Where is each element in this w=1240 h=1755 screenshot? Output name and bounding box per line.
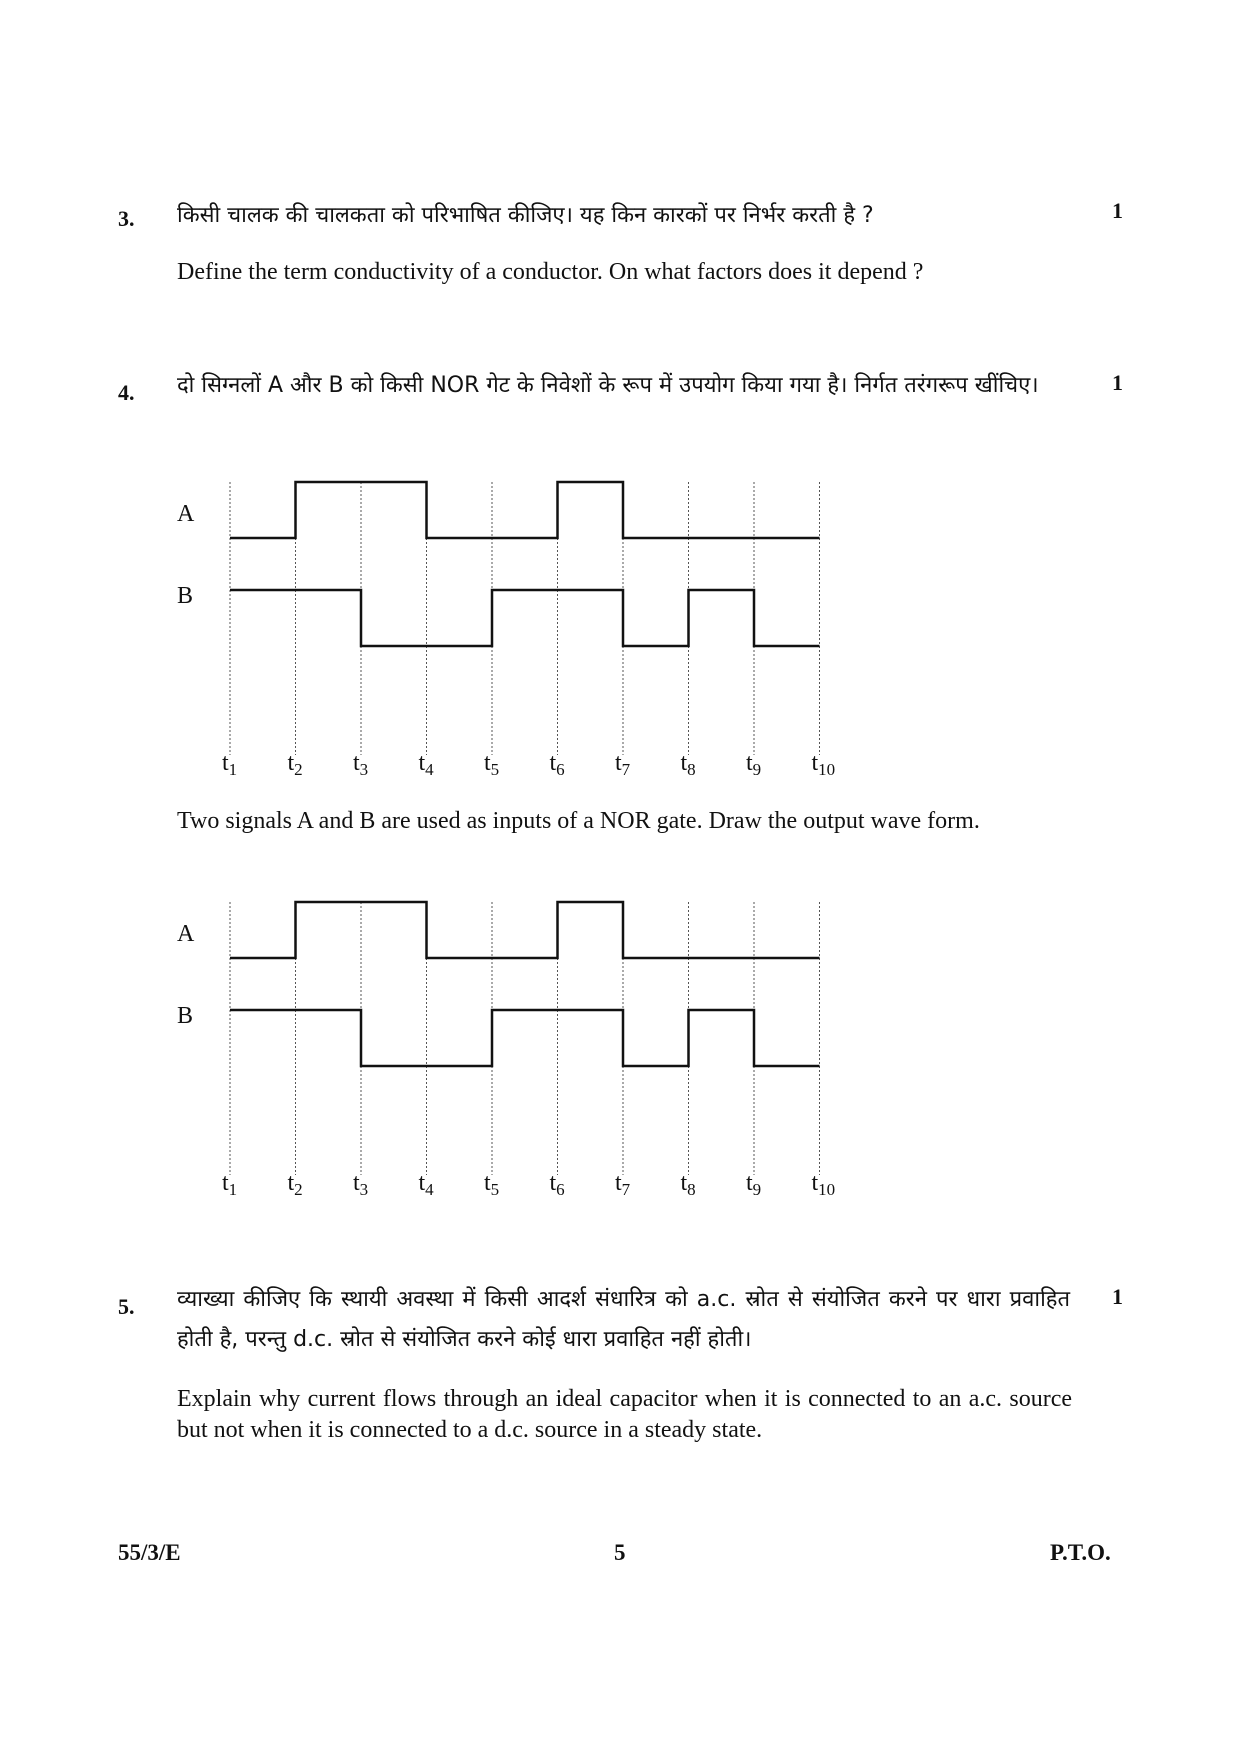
question-4-number: 4.: [118, 380, 135, 405]
time-label-t4: $t_4$: [418, 1170, 434, 1199]
time-label-t2: $t_2$: [287, 1170, 303, 1199]
question-4-marks: 1: [1112, 370, 1123, 395]
signal-b-waveform: [230, 1010, 820, 1066]
signal-a-label: A: [177, 501, 195, 527]
time-label-t4: $t_4$: [418, 750, 434, 779]
question-5-number: 5.: [118, 1294, 135, 1319]
question-5-english-text: Explain why current flows through an ideal capacitor when it is connected to an a.c. source but not when it is connected to a d.c. source in a steady state.: [177, 1386, 1072, 1443]
time-label-t9: $t_9$: [746, 1170, 762, 1199]
timing-diagram-english: [160, 890, 880, 1199]
question-3-english-text: Define the term conductivity of a conductor. On what factors does it depend ?: [177, 259, 924, 285]
signal-b-label: B: [177, 583, 194, 609]
question-4-hindi-text: दो सिग्नलों A और B को किसी NOR गेट के निवेशों के रूप में उपयोग किया गया है। निर्गत तरंगरूप खींचिए।: [177, 373, 1039, 398]
signal-b-label: B: [177, 1003, 194, 1029]
question-3-marks: 1: [1112, 198, 1123, 223]
signal-a-label: A: [177, 921, 195, 947]
time-label-t5: $t_5$: [484, 1170, 500, 1199]
time-label-t2: $t_2$: [287, 750, 303, 779]
time-gridlines: [230, 482, 820, 755]
time-label-t1: $t_1$: [222, 750, 238, 779]
question-3-number: 3.: [118, 206, 135, 231]
signal-a-waveform: [230, 902, 820, 958]
time-label-t8: $t_8$: [680, 1170, 696, 1199]
time-label-t8: $t_8$: [680, 750, 696, 779]
footer-page-number: 5: [614, 1540, 626, 1565]
time-axis-labels: [222, 750, 835, 779]
time-label-t6: $t_6$: [549, 750, 565, 779]
time-label-t6: $t_6$: [549, 1170, 565, 1199]
question-3-hindi-text: किसी चालक की चालकता को परिभाषित कीजिए। यह किन कारकों पर निर्भर करती है ?: [177, 203, 874, 228]
time-label-t7: $t_7$: [615, 1170, 631, 1199]
timing-diagram-hindi: [160, 470, 880, 779]
time-axis-labels: [222, 1170, 835, 1199]
footer-paper-code: 55/3/E: [118, 1540, 181, 1565]
time-label-t9: $t_9$: [746, 750, 762, 779]
question-5-hindi-text: व्याख्या कीजिए कि स्थायी अवस्था में किसी आदर्श संधारित्र को a.c. स्रोत से संयोजित करने पर धारा प्रवाहित होती है, परन्तु d.c. स्रोत से संयोजित करने कोई धारा प्रवाहित नहीं होती।: [177, 1287, 1070, 1352]
time-label-t7: $t_7$: [615, 750, 631, 779]
time-label-t10: $t_{10}$: [811, 1170, 836, 1199]
time-label-t3: $t_3$: [353, 1170, 369, 1199]
time-label-t10: $t_{10}$: [811, 750, 836, 779]
question-4-english-text: Two signals A and B are used as inputs of a NOR gate. Draw the output wave form.: [177, 808, 980, 834]
time-label-t3: $t_3$: [353, 750, 369, 779]
signal-a-waveform: [230, 482, 820, 538]
footer-pto: P.T.O.: [1050, 1540, 1111, 1565]
time-label-t5: $t_5$: [484, 750, 500, 779]
time-label-t1: $t_1$: [222, 1170, 238, 1199]
time-gridlines: [230, 902, 820, 1175]
signal-b-waveform: [230, 590, 820, 646]
question-5-marks: 1: [1112, 1284, 1123, 1309]
